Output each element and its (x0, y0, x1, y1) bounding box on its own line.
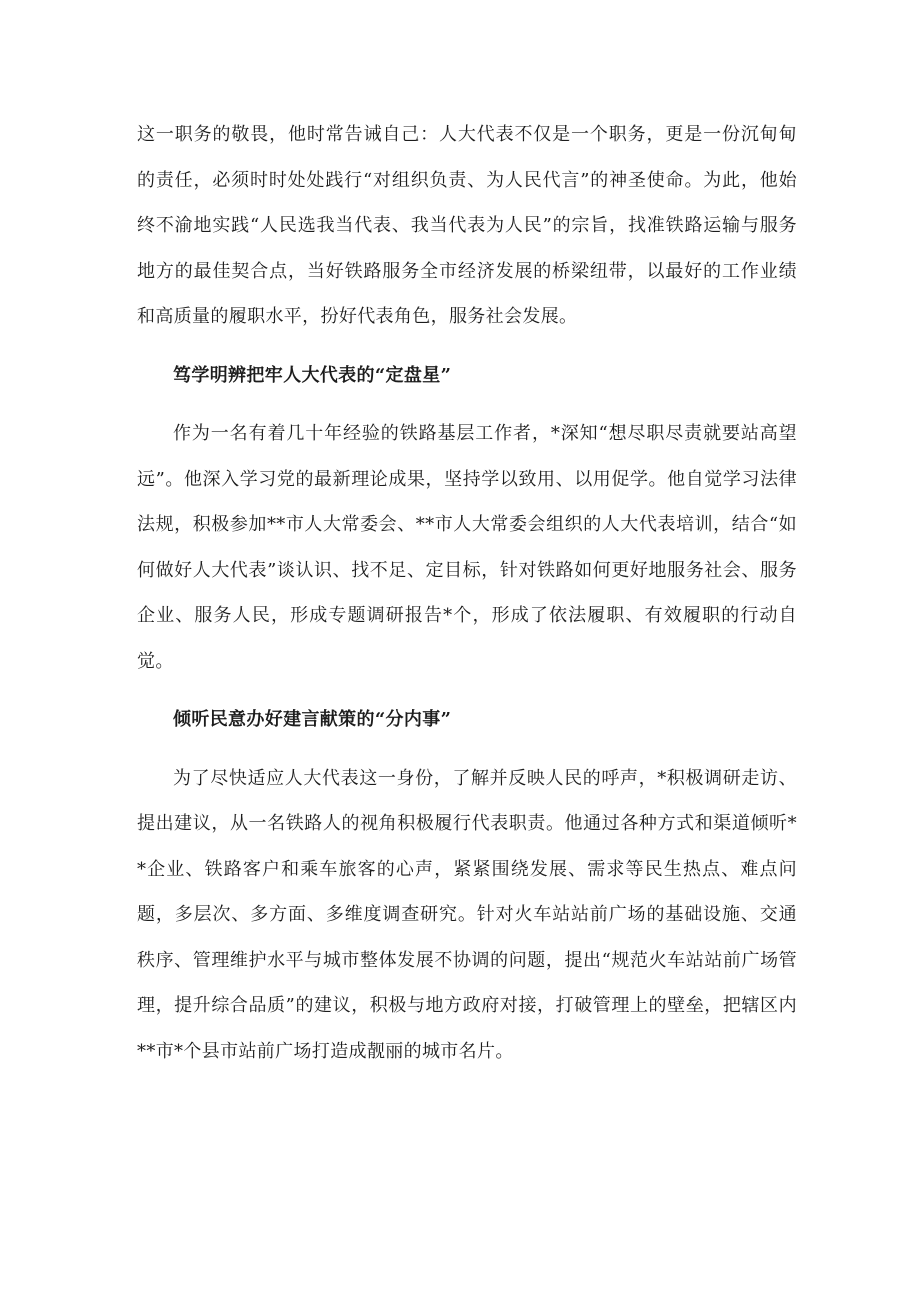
text-line: 市*个县市站前广场打造成靓丽的城市名片。 (155, 1040, 514, 1062)
text-line: 服务地方的最佳契合点，当好铁路服务全市经济发展的桥梁纽带，以最好的工作 (137, 215, 797, 282)
paragraph-listen (137, 756, 797, 1075)
text-line: 提出建议，从一名铁路人的视角积极履行代表职责。他通过各种方式和渠道倾听** (137, 813, 797, 880)
text-line: 始终不渝地实践“人民选我当代表、我当代表为人民”的宗旨，找准铁路运输与 (137, 169, 797, 236)
section-heading-listen: 倾听民意办好建言献策的“分内事” (173, 709, 452, 730)
text-line: 为了尽快适应人大代表这一身份，了解并反映人民的呼声，*积极调研走访、 (173, 767, 797, 789)
paragraph-study (137, 411, 797, 684)
text-line: 合“如何做好人大代表”谈认识、找不足、定目标，针对铁路如何更好地服务社 (137, 514, 797, 581)
text-line: 作为一名有着几十年经验的铁路基层工作者，*深知“想尽职尽责就要站高 (173, 423, 779, 444)
document-body (137, 112, 797, 1074)
text-line: 望远”。他深入学习党的最新理论成果，坚持学以致用、以用促学。他自觉学习 (137, 423, 797, 490)
text-line: 提升综合品质”的建议，积极与地方政府对接，打破管理上的壁垒，把辖区内** (137, 995, 797, 1062)
text-line: 多层次、多方面、多维度调查研究。针对火车站站前广场的基础设施、交通秩序、 (137, 904, 798, 971)
text-line: 管理维护水平与城市整体发展不协调的问题，提出“规范火车站站前广场管理， (137, 949, 797, 1016)
paragraph-duty-awareness (137, 112, 797, 340)
section-heading-study: 笃学明辨把牢人大代表的“定盘星” (173, 364, 452, 386)
text-line: 法律法规，积极参加**市人大常委会、**市人大常委会组织的人大代表培训，结 (137, 468, 797, 535)
text-line: 这一职务的敬畏，他时常告诫自己：人大代表不仅是一个职务，更是一份沉甸甸 (137, 124, 797, 145)
text-line: 的责任，必须时时处处践行“对组织负责、为人民代言”的神圣使命。为此，他 (137, 169, 779, 191)
text-line: 企业、铁路客户和乘车旅客的心声，紧紧围绕发展、需求等民生热点、难点问题， (137, 858, 797, 925)
text-line: 会、服务企业、服务人民，形成专题调研报告*个，形成了依法履职、有效履职的 (137, 559, 797, 626)
text-line: 行动自觉。 (137, 605, 797, 672)
text-line: 业绩和高质量的履职水平，扮好代表角色，服务社会发展。 (137, 260, 798, 327)
